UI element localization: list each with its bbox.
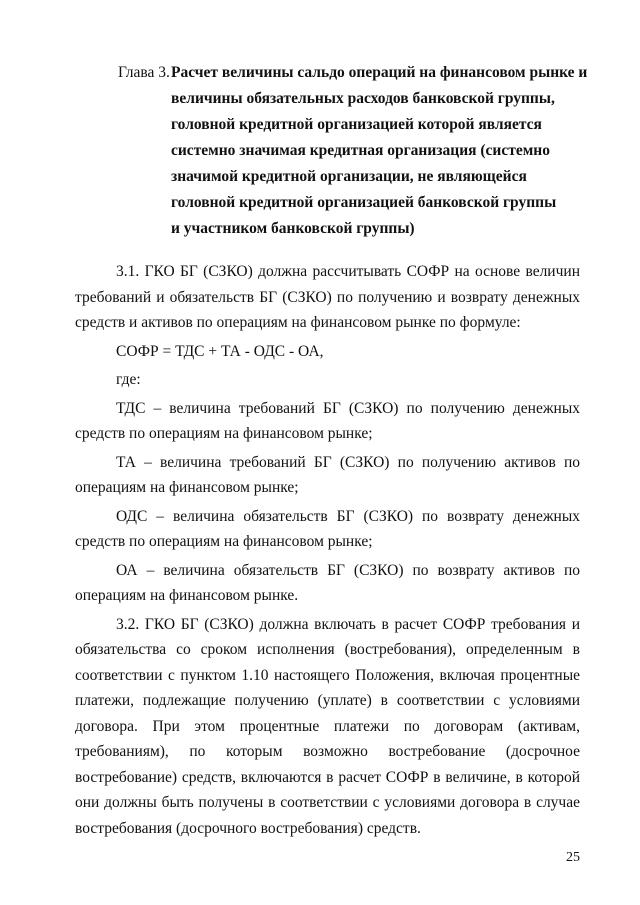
definition-oa: ОА – величина обязательств БГ (СЗКО) по возврату активов по операциям на финансовом рынке.	[75, 561, 580, 604]
chapter-title-line: головной кредитной организацией которой является	[171, 116, 542, 133]
definition-tds: ТДС – величина требований БГ (СЗКО) по получению денежных средств по операциям на финансовом рынке;	[75, 399, 580, 442]
chapter-prefix: Глава 3.	[118, 64, 170, 81]
paragraph-3-2: 3.2. ГКО БГ (СЗКО) должна включать в расчет СОФР требования и обязательства со сроком исполнения (востребования), определенным в соответствии с пунктом 1.10 настоящего Положения, включая процентные платежи, подлежащие получению (уплате) в соответствии с условиями договора. При этом процентные платежи по договорам (активам, требованиям), по которым возможно востребование (досрочное востребование) средств, включаются в расчет СОФР в величине, в которой они должны быть получены в соответствии с условиями договора в случае востребования (досрочного востребования) средств.	[75, 615, 580, 837]
chapter-title	[171, 60, 591, 242]
paragraph-3-1: 3.1. ГКО БГ (СЗКО) должна рассчитывать СОФР на основе величин требований и обязательств БГ (СЗКО) по получению и возврату денежных средств и активов по операциям на финансовом рынке по формуле:	[75, 263, 580, 331]
chapter-title-line: значимой кредитной организации, не являющейся	[171, 168, 527, 185]
where-label: где:	[116, 371, 141, 388]
definition-ta: ТА – величина требований БГ (СЗКО) по получению активов по операциям на финансовом рынке;	[75, 453, 580, 496]
chapter-title-line: Расчет величины сальдо операций на финансовом рынке и	[171, 64, 588, 81]
chapter-title-line: величины обязательных расходов банковской группы,	[171, 90, 555, 107]
document-body	[75, 259, 580, 841]
chapter-title-line: головной кредитной организацией банковской группы	[171, 194, 557, 211]
formula: СОФР = ТДС + ТА - ОДС - ОА,	[116, 342, 324, 360]
chapter-title-line: системно значимая кредитная организация (системно	[171, 142, 550, 159]
definition-ods: ОДС – величина обязательств БГ (СЗКО) по возврату денежных средств по операциям на финансовом рынке;	[75, 507, 580, 550]
chapter-title-line: и участником банковской группы)	[171, 220, 415, 237]
page-number: 25	[566, 850, 580, 865]
